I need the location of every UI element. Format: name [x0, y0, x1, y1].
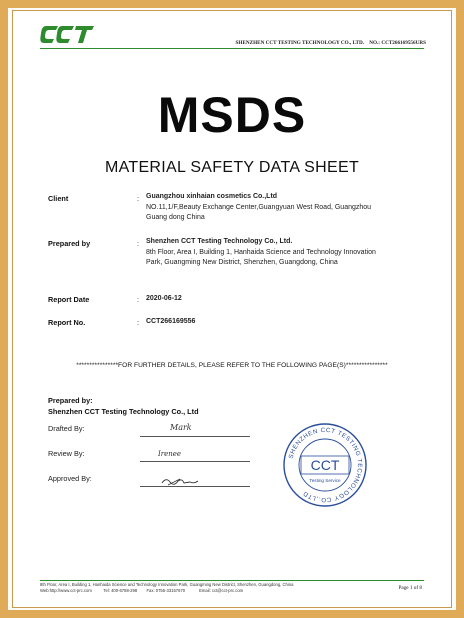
- header-divider: [40, 48, 424, 49]
- client-colon: :: [137, 194, 140, 203]
- footer-tel: Tel: 400-6788-298: [103, 588, 138, 593]
- cct-logo-icon: [40, 24, 94, 44]
- signature-prepared-company: Shenzhen CCT Testing Technology Co., Ltd: [48, 407, 199, 416]
- prepared-by-address-2: Park, Guangming New District, Shenzhen, Guangdong, China: [146, 259, 338, 266]
- cct-logo: [40, 22, 94, 44]
- page-title: MSDS: [157, 87, 307, 143]
- report-date-label: Report Date: [48, 295, 90, 304]
- report-date-value: 2020-06-12: [146, 295, 182, 302]
- report-date-colon: :: [137, 295, 140, 304]
- header-report-no: NO.: CCT266169556URS: [369, 40, 426, 46]
- seal-service-text: Testing Service: [309, 478, 341, 483]
- review-by-label: Review By:: [48, 449, 85, 458]
- client-address-2: Guang dong China: [146, 214, 205, 221]
- further-details-notice: ****************FOR FURTHER DETAILS, PLEASE REFER TO THE FOLLOWING PAGE(S)****************: [76, 362, 388, 369]
- client-name: Guangzhou xinhaian cosmetics Co.,Ltd: [146, 193, 278, 200]
- client-address-1: NO.11,1/F,Beauty Exchange Center,Guangyuan West Road, Guangzhou: [146, 203, 372, 211]
- company-seal: [282, 422, 368, 508]
- page-number: Page 1 of 8: [398, 585, 422, 591]
- report-no-colon: :: [137, 318, 140, 327]
- client-label: Client: [48, 194, 69, 203]
- drafted-by-line: [140, 436, 250, 437]
- drafted-by-label: Drafted By:: [48, 424, 85, 433]
- approved-by-label: Approved By:: [48, 474, 92, 483]
- review-signature: Irenee: [158, 450, 182, 458]
- approved-signature: [160, 475, 200, 487]
- prepared-by-value: [146, 237, 408, 269]
- report-no-value: CCT266169556: [146, 318, 196, 325]
- footer-web: Web:http://www.cct-prc.com: [40, 588, 92, 593]
- footer-divider: [40, 580, 424, 581]
- footer-fax: Fax: 0755-33157670: [146, 588, 186, 593]
- report-no-label: Report No.: [48, 318, 86, 327]
- drafted-signature: Mark: [170, 423, 192, 432]
- review-by-line: [140, 461, 250, 462]
- report-header: [186, 40, 426, 46]
- footer-email: Email: cct@cct-prc.com: [199, 588, 244, 593]
- signature-prepared-label: Prepared by:: [48, 396, 93, 405]
- seal-ring-text: SHENZHEN CCT TESTING TECHNOLOGY CO.,LTD: [287, 426, 364, 504]
- page-subtitle: MATERIAL SAFETY DATA SHEET: [104, 159, 360, 176]
- seal-center-text: CCT: [310, 457, 340, 473]
- footer-contact: [40, 582, 340, 594]
- client-value: [146, 192, 406, 224]
- footer-contacts: [40, 588, 340, 594]
- footer-address: 8th Floor, Area I, Building 1, Hanhaida Science and Technology Innovation Park, Guangming New District, Shenzhen, Guangdong, China: [40, 582, 294, 587]
- header-company: SHENZHEN CCT TESTING TECHNOLOGY CO., LTD.: [235, 40, 365, 46]
- prepared-by-address-1: 8th Floor, Area I, Building 1, Hanhaida Science and Technology Innovation: [146, 248, 376, 256]
- prepared-by-name: Shenzhen CCT Testing Technology Co., Ltd.: [146, 238, 293, 245]
- prepared-by-label: Prepared by: [48, 239, 91, 248]
- prepared-by-colon: :: [137, 239, 140, 248]
